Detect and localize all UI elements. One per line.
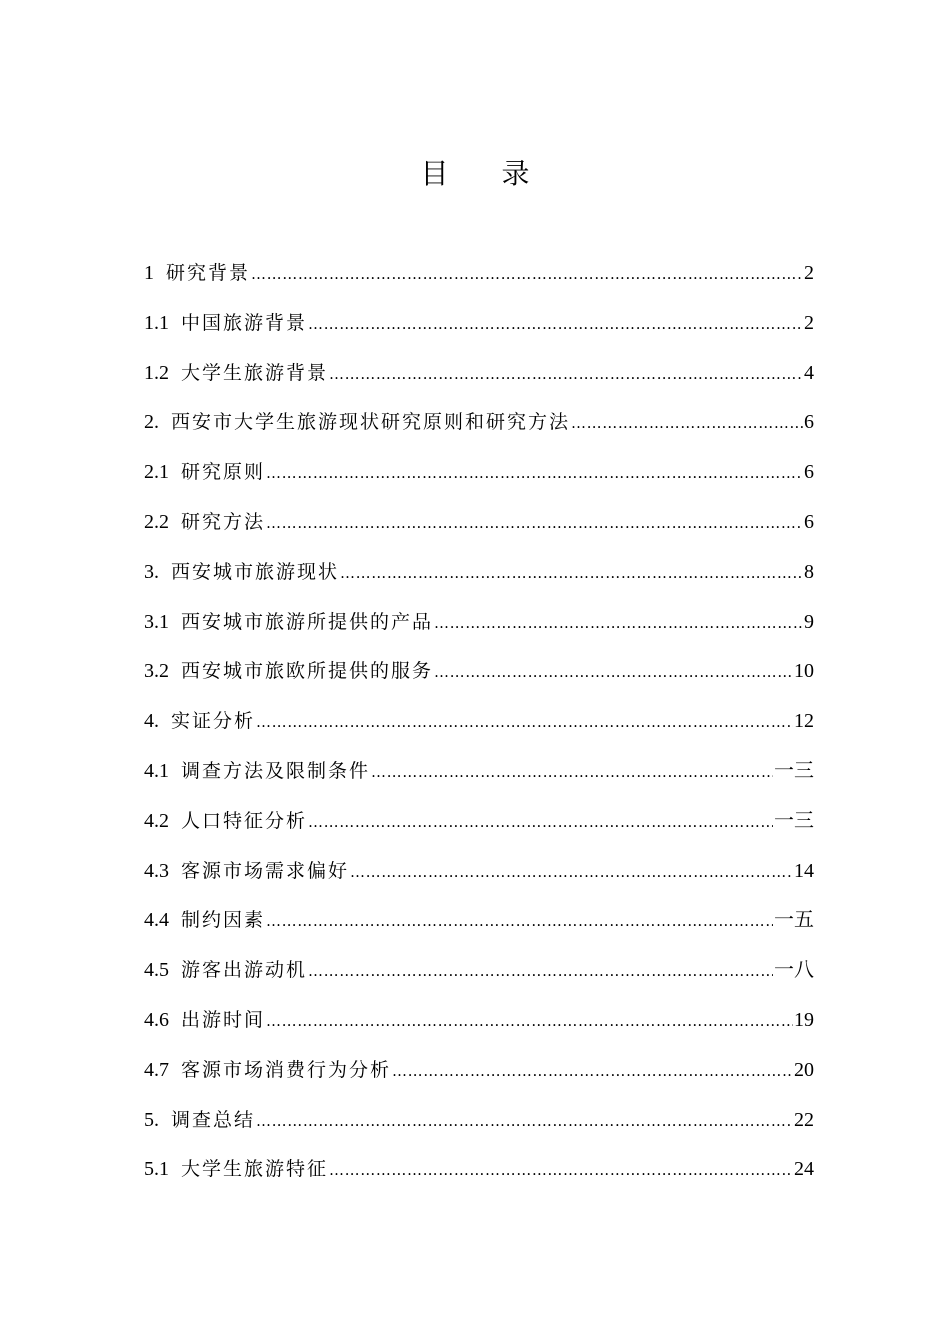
table-of-contents <box>144 253 814 1199</box>
toc-entry-title: 研究方法 <box>181 510 266 533</box>
toc-entry-page: 22 <box>794 1108 814 1131</box>
toc-entry-title: 游客出游动机 <box>181 959 308 982</box>
toc-leader-dots <box>251 254 803 294</box>
toc-entry-title: 大学生旅游特征 <box>181 1158 329 1181</box>
toc-entry-number: 4.6 <box>144 1008 169 1031</box>
toc-entry <box>144 1149 814 1199</box>
toc-leader-dots <box>571 403 803 443</box>
toc-entry <box>144 950 814 1000</box>
toc-entry <box>144 900 814 950</box>
toc-leader-dots <box>308 951 773 991</box>
toc-leader-dots <box>434 652 793 692</box>
toc-entry-title: 出游时间 <box>181 1008 266 1031</box>
toc-entry-page: 6 <box>804 461 814 484</box>
toc-entry-title: 大学生旅游背景 <box>181 361 329 384</box>
toc-entry-page: 一五 <box>774 909 814 932</box>
toc-entry-number: 2.1 <box>144 461 169 484</box>
toc-entry-title: 客源市场消费行为分析 <box>181 1058 392 1081</box>
toc-entry-number: 4.7 <box>144 1058 169 1081</box>
toc-entry-page: 6 <box>804 411 814 434</box>
toc-entry-number: 5. <box>144 1108 159 1131</box>
toc-leader-dots <box>266 1001 793 1041</box>
toc-entry-title: 中国旅游背景 <box>181 311 308 334</box>
toc-entry-page: 20 <box>794 1058 814 1081</box>
toc-entry-page: 8 <box>804 560 814 583</box>
toc-entry-title: 研究背景 <box>166 262 251 284</box>
toc-entry-number: 4.4 <box>144 909 169 932</box>
toc-entry-page: 10 <box>794 660 814 683</box>
toc-entry-page: 2 <box>804 311 814 334</box>
toc-leader-dots <box>392 1051 793 1091</box>
toc-entry-number: 2. <box>144 411 159 434</box>
toc-entry-title: 西安城市旅游现状 <box>171 560 340 583</box>
toc-entry-number: 4.1 <box>144 759 169 782</box>
toc-entry-number: 4.2 <box>144 809 169 832</box>
toc-entry-title: 人口特征分析 <box>181 809 308 832</box>
toc-entry-number: 4.3 <box>144 859 169 882</box>
toc-entry-title: 调查总结 <box>171 1108 256 1131</box>
toc-leader-dots <box>308 802 773 842</box>
toc-entry <box>144 751 814 801</box>
toc-entry-title: 西安城市旅游所提供的产品 <box>181 610 434 633</box>
toc-entry-number: 3. <box>144 560 159 583</box>
toc-entry <box>144 1050 814 1100</box>
toc-entry-number: 3.2 <box>144 660 169 683</box>
toc-entry <box>144 1000 814 1050</box>
toc-leader-dots <box>266 453 803 493</box>
toc-entry-page: 4 <box>804 361 814 384</box>
toc-leader-dots <box>350 852 793 892</box>
toc-entry-page: 12 <box>794 710 814 733</box>
toc-leader-dots <box>308 304 803 344</box>
toc-leader-dots <box>371 752 773 792</box>
toc-entry-title: 制约因素 <box>181 909 266 932</box>
toc-entry-number: 3.1 <box>144 610 169 633</box>
toc-leader-dots <box>266 901 773 941</box>
toc-entry-title: 西安市大学生旅游现状研究原则和研究方法 <box>171 411 571 434</box>
toc-entry-title: 客源市场需求偏好 <box>181 859 350 882</box>
toc-leader-dots <box>266 503 803 543</box>
toc-entry-page: 19 <box>794 1008 814 1031</box>
toc-entry <box>144 552 814 602</box>
toc-entry-number: 1 <box>144 262 154 284</box>
toc-leader-dots <box>434 603 803 643</box>
toc-entry-page: 14 <box>794 859 814 882</box>
toc-entry-number: 1.1 <box>144 311 169 334</box>
toc-entry-page: 一三 <box>774 759 814 782</box>
toc-leader-dots <box>329 1150 793 1190</box>
toc-entry <box>144 452 814 502</box>
toc-entry-number: 4.5 <box>144 959 169 982</box>
toc-entry-page: 9 <box>804 610 814 633</box>
toc-entry-number: 4. <box>144 710 159 733</box>
toc-entry-number: 5.1 <box>144 1158 169 1181</box>
toc-entry-title: 调查方法及限制条件 <box>181 759 371 782</box>
toc-entry <box>144 701 814 751</box>
toc-leader-dots <box>256 702 793 742</box>
toc-entry <box>144 602 814 652</box>
toc-entry-number: 1.2 <box>144 361 169 384</box>
toc-entry-page: 一八 <box>774 959 814 982</box>
toc-entry-page: 一三 <box>774 809 814 832</box>
toc-leader-dots <box>329 354 803 394</box>
page-title: 目 录 <box>420 157 552 190</box>
toc-leader-dots <box>256 1101 793 1141</box>
toc-entry <box>144 651 814 701</box>
toc-entry-title: 西安城市旅欧所提供的服务 <box>181 660 434 683</box>
toc-entry-page: 2 <box>804 262 814 284</box>
toc-entry <box>144 851 814 901</box>
toc-entry <box>144 1100 814 1150</box>
toc-entry <box>144 253 814 303</box>
toc-entry-title: 研究原则 <box>181 461 266 484</box>
toc-entry <box>144 303 814 353</box>
toc-entry <box>144 402 814 452</box>
toc-entry-page: 6 <box>804 510 814 533</box>
toc-entry-number: 2.2 <box>144 510 169 533</box>
toc-entry <box>144 801 814 851</box>
toc-leader-dots <box>340 553 803 593</box>
toc-entry <box>144 353 814 403</box>
toc-entry-title: 实证分析 <box>171 710 256 733</box>
toc-entry-page: 24 <box>794 1158 814 1181</box>
toc-entry <box>144 502 814 552</box>
